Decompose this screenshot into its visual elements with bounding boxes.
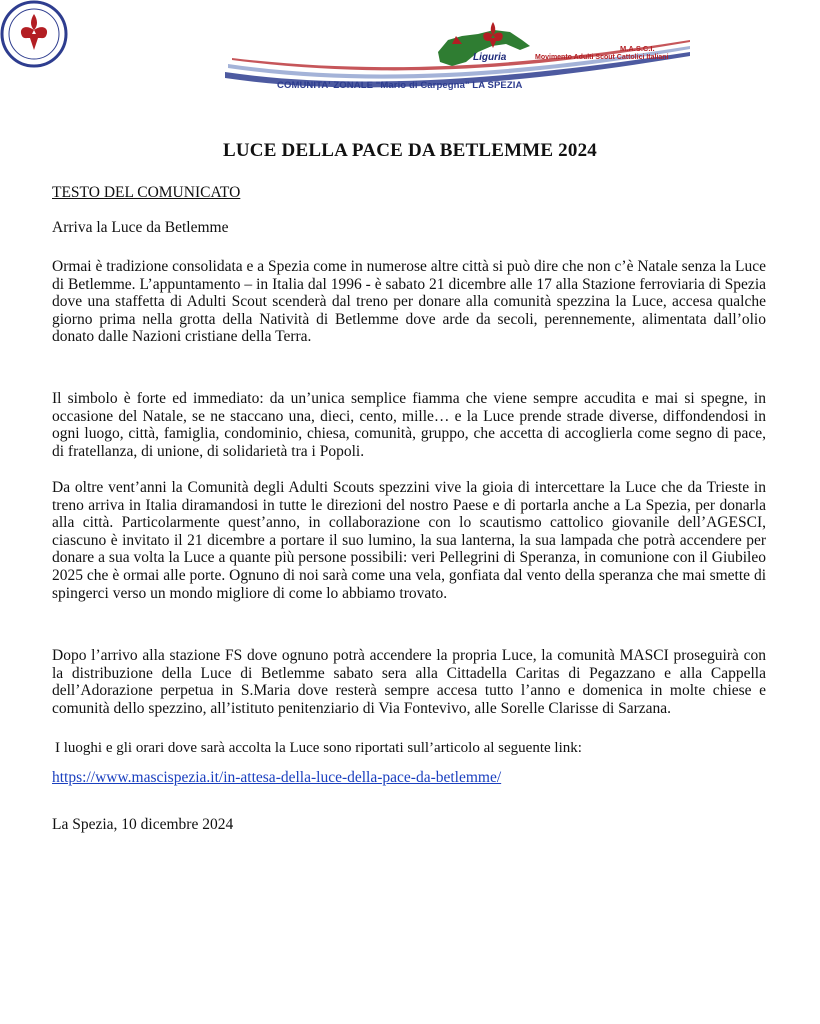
section-heading: TESTO DEL COMUNICATO	[52, 184, 241, 201]
paragraph-4: Dopo l’arrivo alla stazione FS dove ognuno potrà accendere la propria Luce, la comunità MASCI proseguirà con la distribuzione della Luce di Betlemme sabato sera alla Cittadella Caritas di Pegazzano e alla Cappella dell’Adorazione perpetua in S.Maria dove resterà sempre accesa tutto l’anno e domenica in molte chiese e comunità dello spezzino, all’istituto penitenziario di Via Fontevivo, alle Sorelle Clarisse di Sarzana.	[52, 647, 766, 717]
article-link[interactable]: https://www.mascispezia.it/in-attesa-della-luce-della-pace-da-betlemme/	[52, 769, 502, 786]
document-date: La Spezia, 10 dicembre 2024	[52, 816, 234, 833]
fleur-de-lis-icon	[478, 20, 508, 50]
letterhead-graphic	[0, 0, 820, 110]
paragraph-5: I luoghi e gli orari dove sarà accolta la Luce sono riportati sull’articolo al seguente link:	[55, 740, 582, 756]
intro-line: Arriva la Luce da Betlemme	[52, 219, 229, 236]
paragraph-3: Da oltre vent’anni la Comunità degli Adulti Scouts spezzini vive la gioia di intercettare la Luce che da Trieste in treno arriva in Italia diramandosi in tutte le direzioni del nostro Paese e di portarla anche a La Spezia, per donarla alla città. Particolarmente quest’anno, in collaborazione con lo scautismo cattolico giovanile dell’AGESCI, ciascuno è invitato il 21 dicembre a portare il suo lumino, la sua lanterna, la sua lampada che potrà accendere per donare a sua volta la Luce a quante più persone possibili: veri Pellegrini di Speranza, in comunione con il Giubileo 2025 che è ormai alle porte. Ognuno di noi sarà come una vela, gonfiata dal vento della speranza che mai smette di spingerci verso un mondo migliore di come lo abbiamo trovato.	[52, 479, 766, 602]
document-title: LUCE DELLA PACE DA BETLEMME 2024	[223, 140, 597, 161]
masci-full-name: Movimento Adulti Scout Cattolici Italiani	[535, 54, 669, 61]
masci-acronym: M.A.S.C.I.	[620, 44, 655, 53]
community-name: COMUNITA' ZONALE "Mario di Carpegna" LA SPEZIA	[277, 80, 523, 91]
masci-seal-icon	[0, 0, 68, 68]
paragraph-2: Il simbolo è forte ed immediato: da un’unica semplice fiamma che viene sempre accudita e mai si spegne, in occasione del Natale, se ne staccano una, dieci, cento, mille… e la Luce prende strade diverse, diffondendosi in ogni luogo, città, famiglia, condominio, chiesa, comunità, gruppo, che accetta di accoglierla come segno di pace, di fratellanza, di unione, di solidarietà tra i Popoli.	[52, 390, 766, 460]
paragraph-1: Ormai è tradizione consolidata e a Spezia come in numerose altre città si può dire che non c’è Natale senza la Luce di Betlemme. L’appuntamento – in Italia dal 1996 - è sabato 21 dicembre alle 17 alla Stazione ferroviaria di Spezia dove una staffetta di Adulti Scout scenderà dal treno per donare alla comunità spezzina la Luce, accesa qualche giorno prima nella grotta della Natività di Betlemme dove arde da secoli, perennemente, alimentata dall’olio donato dalle Nazioni cristiane della Terra.	[52, 258, 766, 346]
letterhead	[0, 0, 820, 110]
liguria-label: Liguria	[473, 52, 507, 63]
